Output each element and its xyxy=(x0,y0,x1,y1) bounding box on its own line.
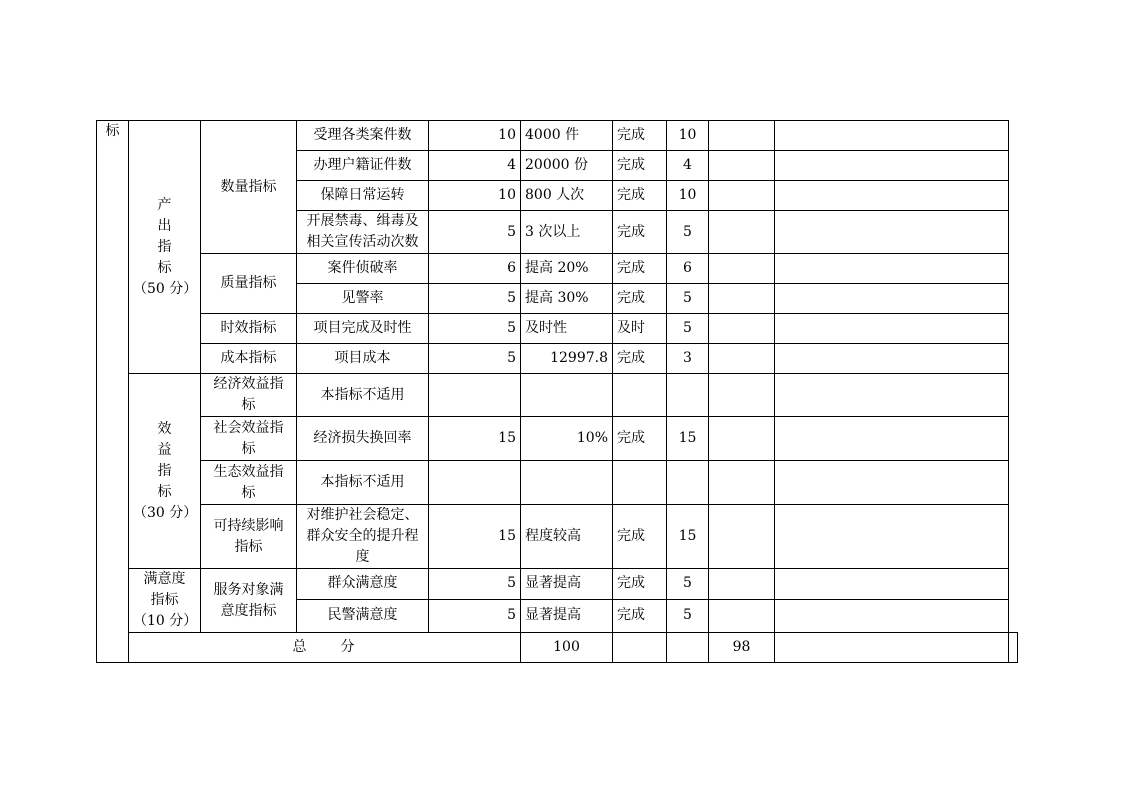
indicator-text: 项目成本 xyxy=(334,350,391,366)
indicator-text: 群众安全的提升程 xyxy=(306,528,419,544)
output-group-score: （50 分） xyxy=(133,280,198,297)
deduction-cell xyxy=(709,461,775,505)
score-cell: 5 xyxy=(667,284,709,314)
deduction-cell xyxy=(709,569,775,600)
target-cell: 程度较高 xyxy=(521,505,613,569)
actual-cell: 完成 xyxy=(613,211,667,254)
target-cell: 显著提高 xyxy=(521,569,613,600)
weight-cell: 5 xyxy=(429,599,521,632)
subcategory-social xyxy=(201,417,297,461)
indicator-text: 经济损失换回率 xyxy=(313,430,412,446)
deduction-cell xyxy=(709,344,775,374)
weight-cell: 4 xyxy=(429,151,521,181)
total-remark-cell xyxy=(1009,633,1018,663)
subcategory-text: 标 xyxy=(241,397,256,413)
indicator-text: 群众满意度 xyxy=(327,575,398,592)
output-group-char: 指 xyxy=(157,238,172,255)
remark-cell xyxy=(775,505,1009,569)
indicator-cell xyxy=(297,599,429,632)
satisfaction-group-text: 指标 xyxy=(150,592,179,608)
target-cell: 800 人次 xyxy=(521,181,613,211)
remark-cell xyxy=(775,284,1009,314)
total-label: 总 分 xyxy=(129,633,521,663)
target-cell: 12997.8 xyxy=(521,344,613,374)
effect-group-char: 益 xyxy=(157,441,172,458)
table-row xyxy=(97,569,1018,600)
indicator-cell xyxy=(297,505,429,569)
deduction-cell xyxy=(709,181,775,211)
indicator-text: 案件侦破率 xyxy=(327,260,398,276)
subcategory-text: 生态效益指 xyxy=(213,463,284,480)
indicator-cell xyxy=(297,344,429,374)
subcategory-cost: 成本指标 xyxy=(201,344,297,374)
actual-cell: 完成 xyxy=(613,417,667,461)
indicator-text: 本指标不适用 xyxy=(320,474,405,490)
subcategory-quantity: 数量指标 xyxy=(201,121,297,254)
actual-cell: 完成 xyxy=(613,181,667,211)
indicator-cell xyxy=(297,181,429,211)
remark-cell xyxy=(775,461,1009,505)
output-indicator-group xyxy=(129,121,201,374)
indicator-text: 办理户籍证件数 xyxy=(313,157,412,173)
actual-cell: 完成 xyxy=(613,344,667,374)
indicator-text: 见警率 xyxy=(341,290,384,306)
effect-group-score: （30 分） xyxy=(133,504,198,521)
indicator-text: 保障日常运转 xyxy=(320,187,405,203)
total-deduction-cell xyxy=(775,633,1009,663)
remark-cell xyxy=(775,151,1009,181)
remark-cell xyxy=(775,254,1009,284)
deduction-cell xyxy=(709,505,775,569)
total-score: 98 xyxy=(709,633,775,663)
effect-group-char: 指 xyxy=(157,462,172,479)
output-group-char: 出 xyxy=(157,217,172,234)
output-group-char: 标 xyxy=(157,259,172,276)
remark-cell xyxy=(775,569,1009,600)
subcategory-text: 服务对象满 xyxy=(213,581,284,598)
actual-cell: 完成 xyxy=(613,599,667,632)
score-cell xyxy=(667,461,709,505)
first-level-indicator-label: 标 xyxy=(105,123,120,139)
weight-cell: 5 xyxy=(429,314,521,344)
table-row xyxy=(97,314,1018,344)
actual-cell: 完成 xyxy=(613,569,667,600)
table-row xyxy=(97,461,1018,505)
subcategory-text: 标 xyxy=(241,440,256,457)
actual-cell xyxy=(613,374,667,417)
score-cell: 4 xyxy=(667,151,709,181)
subcategory-sustainable xyxy=(201,505,297,569)
weight-cell xyxy=(429,461,521,505)
deduction-cell xyxy=(709,151,775,181)
subcategory-quality: 质量指标 xyxy=(201,254,297,314)
remark-cell xyxy=(775,121,1009,151)
deduction-cell xyxy=(709,599,775,632)
score-cell: 15 xyxy=(667,505,709,569)
indicator-text: 度 xyxy=(355,549,370,565)
remark-cell xyxy=(775,314,1009,344)
table-row xyxy=(97,344,1018,374)
remark-cell xyxy=(775,211,1009,254)
target-cell: 提高 20% xyxy=(521,254,613,284)
table-row xyxy=(97,505,1018,569)
subcategory-service xyxy=(201,569,297,633)
subcategory-text: 社会效益指 xyxy=(213,419,284,436)
subcategory-ecological xyxy=(201,461,297,505)
weight-cell: 10 xyxy=(429,121,521,151)
actual-cell xyxy=(613,461,667,505)
indicator-text: 受理各类案件数 xyxy=(313,127,412,143)
actual-cell: 完成 xyxy=(613,151,667,181)
indicator-cell xyxy=(297,314,429,344)
effect-group-char: 标 xyxy=(157,483,172,500)
indicator-cell xyxy=(297,211,429,254)
weight-cell: 6 xyxy=(429,254,521,284)
weight-cell xyxy=(429,374,521,417)
table-row xyxy=(97,254,1018,284)
indicator-cell xyxy=(297,461,429,505)
indicator-text: 项目完成及时性 xyxy=(313,320,412,336)
indicator-cell xyxy=(297,151,429,181)
indicator-text: 本指标不适用 xyxy=(320,386,405,403)
indicator-text: 对维护社会稳定、 xyxy=(306,507,419,523)
remark-cell xyxy=(775,599,1009,632)
indicator-cell xyxy=(297,374,429,417)
subcategory-timeliness: 时效指标 xyxy=(201,314,297,344)
score-cell: 6 xyxy=(667,254,709,284)
indicator-cell xyxy=(297,254,429,284)
subcategory-text: 意度指标 xyxy=(220,602,277,619)
indicator-text: 相关宣传活动次数 xyxy=(306,234,419,250)
total-actual-cell xyxy=(667,633,709,663)
score-cell xyxy=(667,374,709,417)
total-weight: 100 xyxy=(521,633,613,663)
remark-cell xyxy=(775,374,1009,417)
deduction-cell xyxy=(709,314,775,344)
target-cell xyxy=(521,461,613,505)
remark-cell xyxy=(775,344,1009,374)
indicator-text: 开展禁毒、缉毒及 xyxy=(306,213,419,229)
indicator-text: 民警满意度 xyxy=(327,607,398,624)
satisfaction-indicator-group xyxy=(129,569,201,633)
table-row xyxy=(97,417,1018,461)
total-row xyxy=(97,633,1018,663)
actual-cell: 完成 xyxy=(613,121,667,151)
performance-table xyxy=(96,120,1018,663)
target-cell xyxy=(521,374,613,417)
deduction-cell xyxy=(709,121,775,151)
first-level-indicator-cell xyxy=(97,121,129,663)
subcategory-text: 经济效益指 xyxy=(213,376,284,392)
deduction-cell xyxy=(709,417,775,461)
actual-cell: 及时 xyxy=(613,314,667,344)
weight-cell: 5 xyxy=(429,211,521,254)
weight-cell: 5 xyxy=(429,284,521,314)
target-cell: 显著提高 xyxy=(521,599,613,632)
actual-cell: 完成 xyxy=(613,284,667,314)
deduction-cell xyxy=(709,254,775,284)
target-cell: 3 次以上 xyxy=(521,211,613,254)
indicator-cell xyxy=(297,417,429,461)
score-cell: 5 xyxy=(667,211,709,254)
deduction-cell xyxy=(709,374,775,417)
target-cell: 提高 30% xyxy=(521,284,613,314)
satisfaction-group-text: 满意度 xyxy=(143,571,186,587)
weight-cell: 5 xyxy=(429,569,521,600)
remark-cell xyxy=(775,417,1009,461)
total-target-cell xyxy=(613,633,667,663)
table-row xyxy=(97,121,1018,151)
score-cell: 10 xyxy=(667,121,709,151)
target-cell: 10% xyxy=(521,417,613,461)
deduction-cell xyxy=(709,211,775,254)
target-cell: 20000 份 xyxy=(521,151,613,181)
score-cell: 5 xyxy=(667,314,709,344)
remark-cell xyxy=(775,181,1009,211)
score-cell: 10 xyxy=(667,181,709,211)
indicator-cell xyxy=(297,569,429,600)
output-group-char: 产 xyxy=(157,196,172,213)
subcategory-text: 指标 xyxy=(234,538,263,555)
actual-cell: 完成 xyxy=(613,505,667,569)
score-cell: 15 xyxy=(667,417,709,461)
indicator-cell xyxy=(297,284,429,314)
target-cell: 4000 件 xyxy=(521,121,613,151)
effect-indicator-group xyxy=(129,374,201,569)
weight-cell: 15 xyxy=(429,417,521,461)
target-cell: 及时性 xyxy=(521,314,613,344)
effect-group-char: 效 xyxy=(157,420,172,437)
score-cell: 5 xyxy=(667,569,709,600)
satisfaction-group-score: （10 分） xyxy=(133,613,198,629)
score-cell: 3 xyxy=(667,344,709,374)
score-cell: 5 xyxy=(667,599,709,632)
actual-cell: 完成 xyxy=(613,254,667,284)
subcategory-text: 可持续影响 xyxy=(213,517,284,534)
weight-cell: 10 xyxy=(429,181,521,211)
table-row xyxy=(97,374,1018,417)
subcategory-economic xyxy=(201,374,297,417)
deduction-cell xyxy=(709,284,775,314)
weight-cell: 5 xyxy=(429,344,521,374)
subcategory-text: 标 xyxy=(241,484,256,501)
weight-cell: 15 xyxy=(429,505,521,569)
indicator-cell xyxy=(297,121,429,151)
